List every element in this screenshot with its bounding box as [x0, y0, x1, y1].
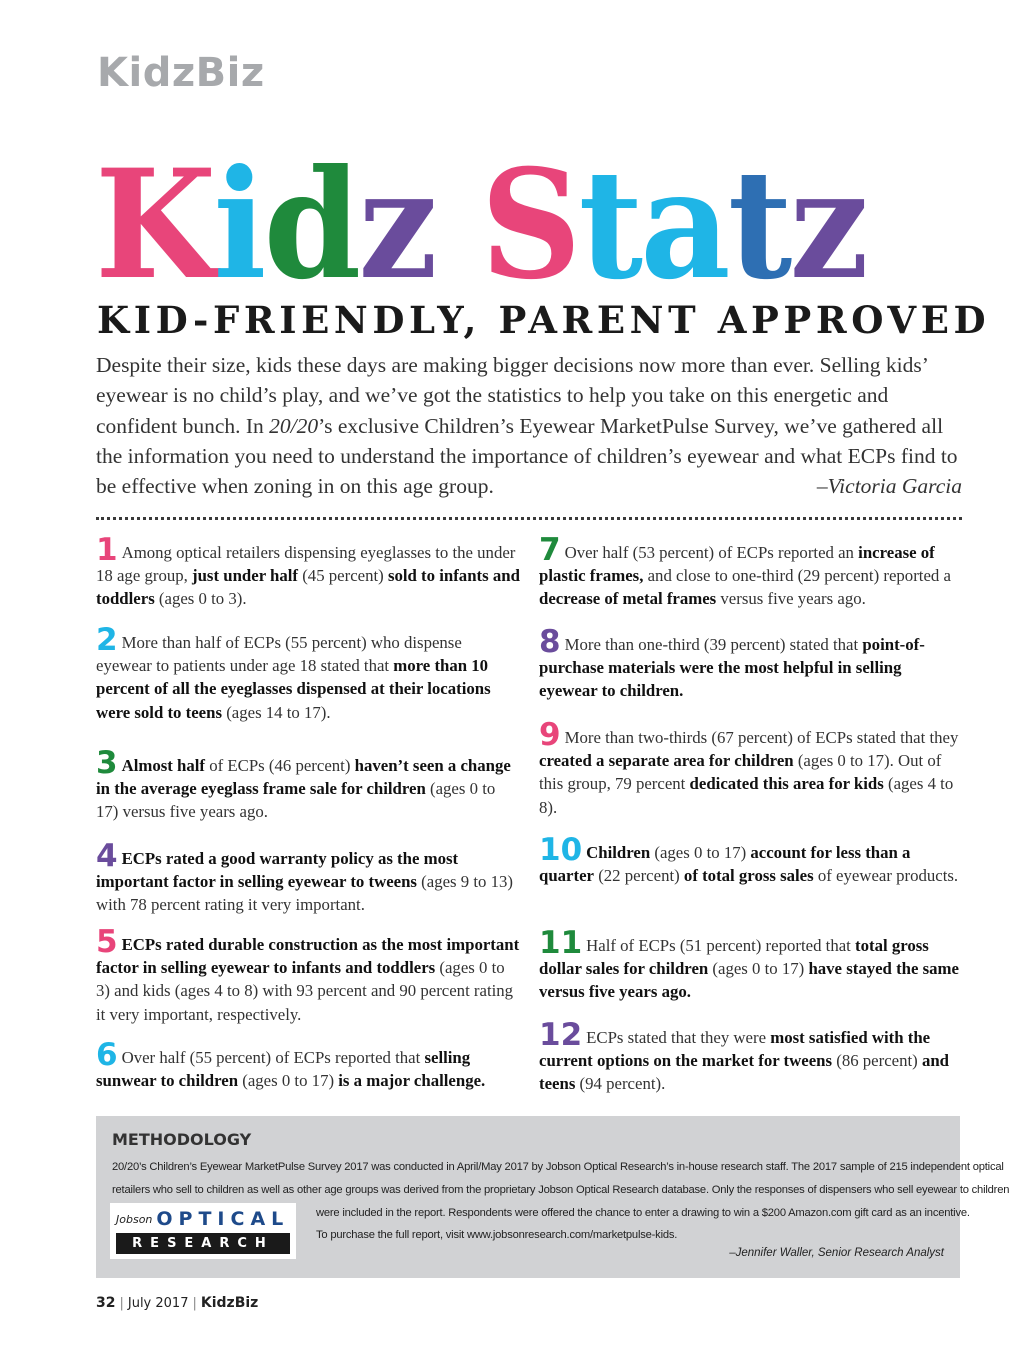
methodology-line-3: were included in the report. Respondents were offered the chance to enter a drawing to win a $200 Amazon.com gift card as an incentive.	[316, 1207, 970, 1219]
stat-text-bold: most satisfied with the current options on the market for tweens	[539, 1028, 931, 1071]
stat-number: 6	[96, 1037, 118, 1073]
methodology-line-1: 20/20’s Children’s Eyewear MarketPulse Survey 2017 was conducted in April/May 2017 by Jobson Optical Research’s in-house research staff. The 2017 sample of 215 independent optical	[112, 1161, 1004, 1173]
stat-text: versus five years ago.	[716, 589, 866, 609]
methodology-signoff: –Jennifer Waller, Senior Research Analyst	[729, 1247, 944, 1259]
logo-optical-text: OPTICAL	[156, 1208, 290, 1230]
footer-section: KidzBiz	[200, 1295, 259, 1311]
stat-number: 1	[96, 532, 118, 568]
stat-item-2	[96, 622, 520, 724]
footer-separator: |	[119, 1296, 124, 1311]
stat-item-3	[96, 745, 520, 824]
stat-item-12	[539, 1017, 963, 1096]
title-letter: d	[263, 137, 359, 313]
stat-text: Among optical retailers dispensing eyeglasses to the under 18 age group,	[96, 543, 516, 586]
stat-number: 5	[96, 924, 118, 960]
stat-item-6	[96, 1037, 520, 1092]
stat-text: of ECPs (46 percent)	[205, 756, 355, 775]
title-letter: a	[640, 137, 728, 313]
stat-number: 2	[96, 622, 118, 658]
stat-text-bold: is a major challenge.	[338, 1071, 486, 1091]
stat-text-bold: and teens	[539, 1051, 950, 1094]
stat-text-bold: have stayed the same versus five years ago.	[539, 959, 959, 1002]
intro-publication: 20/20	[269, 413, 319, 438]
stat-text: More than one-third (39 percent) stated that	[564, 635, 863, 654]
stat-number: 9	[539, 717, 561, 753]
stat-number: 8	[539, 624, 561, 660]
stat-text-bold: total gross dollar sales for children	[539, 936, 929, 979]
intro-paragraph	[96, 350, 962, 501]
title-letter: K	[95, 137, 214, 313]
stat-text-bold: sold to infants and toddlers	[96, 566, 520, 609]
methodology-box	[96, 1116, 1010, 1278]
stat-number: 7	[539, 532, 561, 568]
intro-byline: –Victoria Garcia	[816, 474, 962, 499]
stat-text: (ages 0 to 17)	[650, 843, 751, 862]
stat-text: (22 percent)	[594, 866, 684, 886]
stat-text-bold: decrease of metal frames	[539, 589, 717, 609]
page-number: 32	[96, 1295, 116, 1311]
stat-text-bold: account for less than a quarter	[539, 843, 911, 886]
stat-text-bold: just under half	[192, 566, 299, 586]
stat-text-bold: created a separate area for children	[539, 751, 794, 771]
stat-text: Over half (53 percent) of ECPs reported an	[564, 543, 859, 562]
stat-text: Half of ECPs (51 percent) reported that	[586, 936, 856, 955]
stat-item-1	[96, 532, 520, 611]
stat-text: of eyewear products.	[813, 866, 959, 886]
stat-text-bold: haven’t seen a change in the average eyeglass frame sale for children	[96, 756, 511, 799]
stat-item-10	[539, 832, 963, 887]
stat-text-bold: selling sunwear to children	[96, 1048, 471, 1091]
stat-item-4	[96, 838, 520, 917]
stat-text-bold: Almost half	[121, 756, 206, 775]
page-footer	[96, 1295, 258, 1311]
methodology-line-2: retailers who sell to children as well as other age groups was derived from the proprietary Jobson Optical Research database. Only the responses of dispensers who sell eyewear to children	[112, 1184, 1010, 1196]
stat-text: (86 percent)	[832, 1051, 922, 1071]
stat-text-bold: point-of-purchase materials were the most helpful in selling eyewear to children.	[539, 635, 925, 701]
methodology-title: METHODOLOGY	[112, 1130, 252, 1149]
stat-text: More than two-thirds (67 percent) of ECPs stated that they	[564, 728, 959, 747]
stat-text-bold: dedicated this area for kids	[689, 774, 884, 794]
title-letter: t	[727, 137, 790, 313]
stat-number: 11	[539, 925, 583, 961]
stat-text: (ages 0 to 17) versus five years ago.	[96, 779, 496, 822]
logo-brand-text: Jobson	[116, 1213, 153, 1226]
title-letter: i	[213, 137, 264, 313]
title-letter: t	[578, 137, 641, 313]
stat-text-bold: Children	[586, 843, 651, 862]
title-letter	[435, 150, 481, 300]
stat-text: and close to one-third (29 percent) reported a	[643, 566, 951, 586]
stat-item-9	[539, 717, 963, 819]
title-letter: z	[789, 137, 866, 313]
stat-text-bold: of total gross sales	[683, 866, 814, 886]
stat-text: (ages 0 to 3) and kids (ages 4 to 8) with 93 percent and 90 percent rating it very important, respectively.	[96, 958, 514, 1024]
stat-text: (ages 14 to 17).	[222, 702, 331, 722]
methodology-line-4: To purchase the full report, visit www.jobsonresearch.com/marketpulse-kids.	[316, 1229, 678, 1241]
stat-number: 10	[539, 832, 583, 868]
stat-text: (ages 4 to 8).	[539, 774, 954, 817]
stat-number: 12	[539, 1017, 583, 1053]
stat-text-bold: ECPs rated a good warranty policy as the most important factor in selling eyewear to tweens	[96, 849, 459, 892]
stat-text: ECPs stated that they were	[586, 1028, 771, 1047]
stat-item-5	[96, 924, 520, 1026]
stat-text: More than half of ECPs (55 percent) who dispense eyewear to patients under age 18 stated that	[96, 633, 462, 676]
dotted-divider	[96, 517, 962, 520]
headline-subtitle: KID-FRIENDLY, PARENT APPROVED	[97, 298, 991, 342]
stat-item-11	[539, 925, 963, 1004]
stat-text: (ages 9 to 13) with 78 percent rating it very important.	[96, 872, 513, 915]
stat-text-bold: increase of plastic frames,	[539, 543, 935, 586]
logo-research-text: RESEARCH	[116, 1233, 290, 1254]
stat-text: (ages 0 to 17)	[708, 959, 809, 979]
intro-text-end: ’s exclusive Children’s Eyewear MarketPulse Survey, we’ve gathered all the information you need to understand the importance of children’s eyewear and what ECPs find to be effective when zoning in on this age group.	[96, 413, 958, 499]
stat-text: (ages 0 to 17). Out of this group, 79 percent	[539, 751, 942, 794]
stat-text: (94 percent).	[575, 1074, 666, 1094]
jobson-optical-research-logo	[110, 1203, 296, 1259]
section-kicker: KidzBiz	[97, 50, 265, 96]
stat-number: 3	[96, 745, 118, 781]
title-letter: S	[480, 137, 579, 313]
stat-item-7	[539, 532, 963, 611]
intro-text-start: Despite their size, kids these days are making bigger decisions now more than ever. Selling kids’ eyewear is no child’s play, and we’ve got the statistics to help you take on this energetic and confident bunch. In	[96, 353, 928, 438]
stat-text: (ages 0 to 3).	[154, 589, 247, 609]
stat-text: (ages 0 to 17)	[238, 1071, 339, 1091]
footer-date: July 2017	[127, 1296, 189, 1311]
headline-title	[95, 137, 913, 313]
stat-text-bold: ECPs rated durable construction as the most important factor in selling eyewear to infants and toddlers	[96, 935, 520, 978]
stat-text: Over half (55 percent) of ECPs reported that	[121, 1048, 425, 1067]
stat-item-8	[539, 624, 963, 703]
title-letter: z	[358, 137, 435, 313]
stat-number: 4	[96, 838, 118, 874]
stat-text: (45 percent)	[298, 566, 388, 586]
footer-separator: |	[192, 1296, 197, 1311]
stat-text-bold: more than 10 percent of all the eyeglasses dispensed at their locations were sold to teens	[96, 656, 491, 722]
